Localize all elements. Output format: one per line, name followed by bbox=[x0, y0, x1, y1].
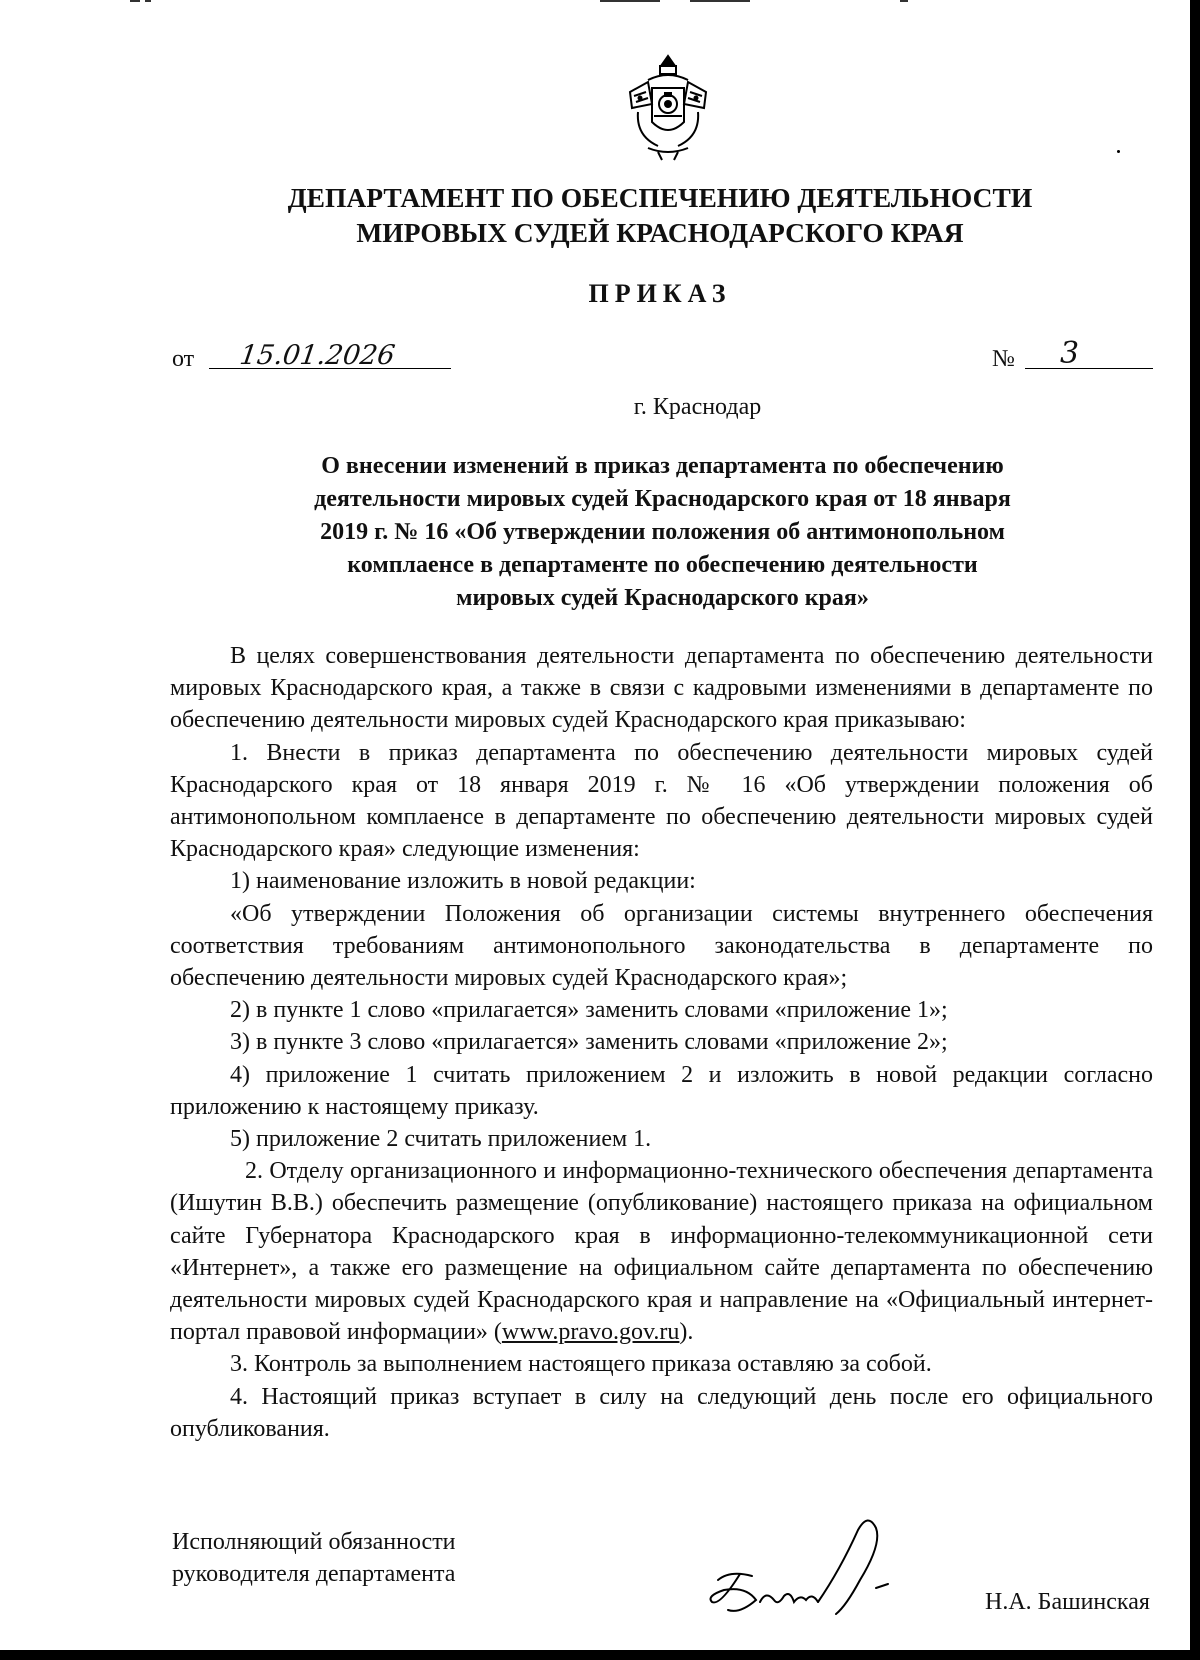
paragraph-item-2-text: 2. Отделу организационного и информационно-технического обеспечения департамента (Ишутин В.В.) обеспечить размещение (опубликование) настоящего приказа на официальном сайте Губернатора Краснодарского края в информационно-телекоммуникационной сети «Интернет», а также его размещение на официальном сайте департамента по обеспечению деятельности мировых судей Краснодарского края и направление на «Официальный интернет-портал правовой информации» ( bbox=[170, 1158, 1153, 1346]
scan-border-bottom bbox=[0, 1650, 1200, 1660]
handwritten-signature bbox=[700, 1510, 910, 1620]
scan-border-right bbox=[1190, 0, 1200, 1660]
subject-line: мировых судей Краснодарского края» bbox=[456, 585, 869, 611]
subject-line: О внесении изменений в приказ департамента по обеспечению bbox=[321, 453, 1004, 479]
order-body bbox=[170, 640, 1153, 1445]
scan-marks bbox=[0, 0, 1200, 6]
city: г. Краснодар bbox=[633, 394, 762, 420]
pravo-link[interactable]: www.pravo.gov.ru bbox=[501, 1319, 680, 1346]
order-title: ПРИКАЗ bbox=[588, 279, 732, 308]
subject-line: деятельности мировых судей Краснодарского края от 18 января bbox=[314, 486, 1011, 512]
number-label: № bbox=[992, 346, 1015, 372]
paragraph-new-title: «Об утверждении Положения об организации системы внутреннего обеспечения соответствия требованиям антимонопольного законодательства в департаменте по обеспечению деятельности мировых судей Краснодарского края»; bbox=[170, 900, 1153, 992]
coat-of-arms-icon bbox=[618, 52, 718, 162]
signatory-name: Н.А. Башинская bbox=[985, 1589, 1150, 1615]
paragraph-subitem-2: 2) в пункте 1 слово «прилагается» заменить словами «приложение 1»; bbox=[230, 997, 948, 1024]
paragraph-subitem-1: 1) наименование изложить в новой редакции: bbox=[230, 868, 696, 895]
number-underline bbox=[1025, 368, 1153, 369]
signatory-position-line-1: Исполняющий обязанности bbox=[172, 1529, 456, 1555]
scan-dot bbox=[1117, 150, 1120, 153]
handwritten-number: 3 bbox=[1060, 336, 1080, 371]
paragraph-item-3: 3. Контроль за выполнением настоящего приказа оставляю за собой. bbox=[230, 1351, 932, 1378]
paragraph-subitem-4: 4) приложение 1 считать приложением 2 и изложить в новой редакции согласно приложению к настоящему приказу. bbox=[170, 1061, 1153, 1120]
signatory-position bbox=[172, 1526, 456, 1590]
paragraph-preamble: В целях совершенствования деятельности департамента по обеспечению деятельности мировых Краснодарского края, а также в связи с кадровыми изменениями в департаменте по обеспечению деятельности мировых судей Краснодарского края приказываю: bbox=[170, 643, 1153, 734]
from-label: от bbox=[172, 346, 195, 372]
order-subject bbox=[200, 450, 1125, 615]
subject-line: 2019 г. № 16 «Об утверждении положения об антимонопольном bbox=[320, 519, 1005, 545]
paragraph-subitem-5: 5) приложение 2 считать приложением 1. bbox=[230, 1126, 652, 1153]
paragraph-item-1: 1. Внести в приказ департамента по обеспечению деятельности мировых судей Краснодарского края от 18 января 2019 г. № 16 «Об утверждении положения об антимонопольном комплаенсе в департаменте по обеспечению деятельности мировых судей Краснодарского края» следующие изменения: bbox=[170, 739, 1153, 863]
handwritten-date: 15.01.2026 bbox=[237, 340, 397, 371]
department-line-1: ДЕПАРТАМЕНТ ПО ОБЕСПЕЧЕНИЮ ДЕЯТЕЛЬНОСТИ bbox=[287, 182, 1033, 213]
department-name bbox=[170, 180, 1150, 250]
paragraph-item-2 bbox=[170, 1155, 1153, 1348]
paragraph-item-2-end: ). bbox=[679, 1319, 694, 1346]
paragraph-item-4: 4. Настоящий приказ вступает в силу на следующий день после его официального опубликования. bbox=[170, 1383, 1153, 1442]
paragraph-subitem-3: 3) в пункте 3 слово «прилагается» заменить словами «приложение 2»; bbox=[230, 1029, 948, 1056]
department-line-2: МИРОВЫХ СУДЕЙ КРАСНОДАРСКОГО КРАЯ bbox=[356, 217, 964, 248]
signatory-position-line-2: руководителя департамента bbox=[172, 1561, 456, 1587]
subject-line: комплаенсе в департаменте по обеспечению деятельности bbox=[347, 552, 978, 578]
